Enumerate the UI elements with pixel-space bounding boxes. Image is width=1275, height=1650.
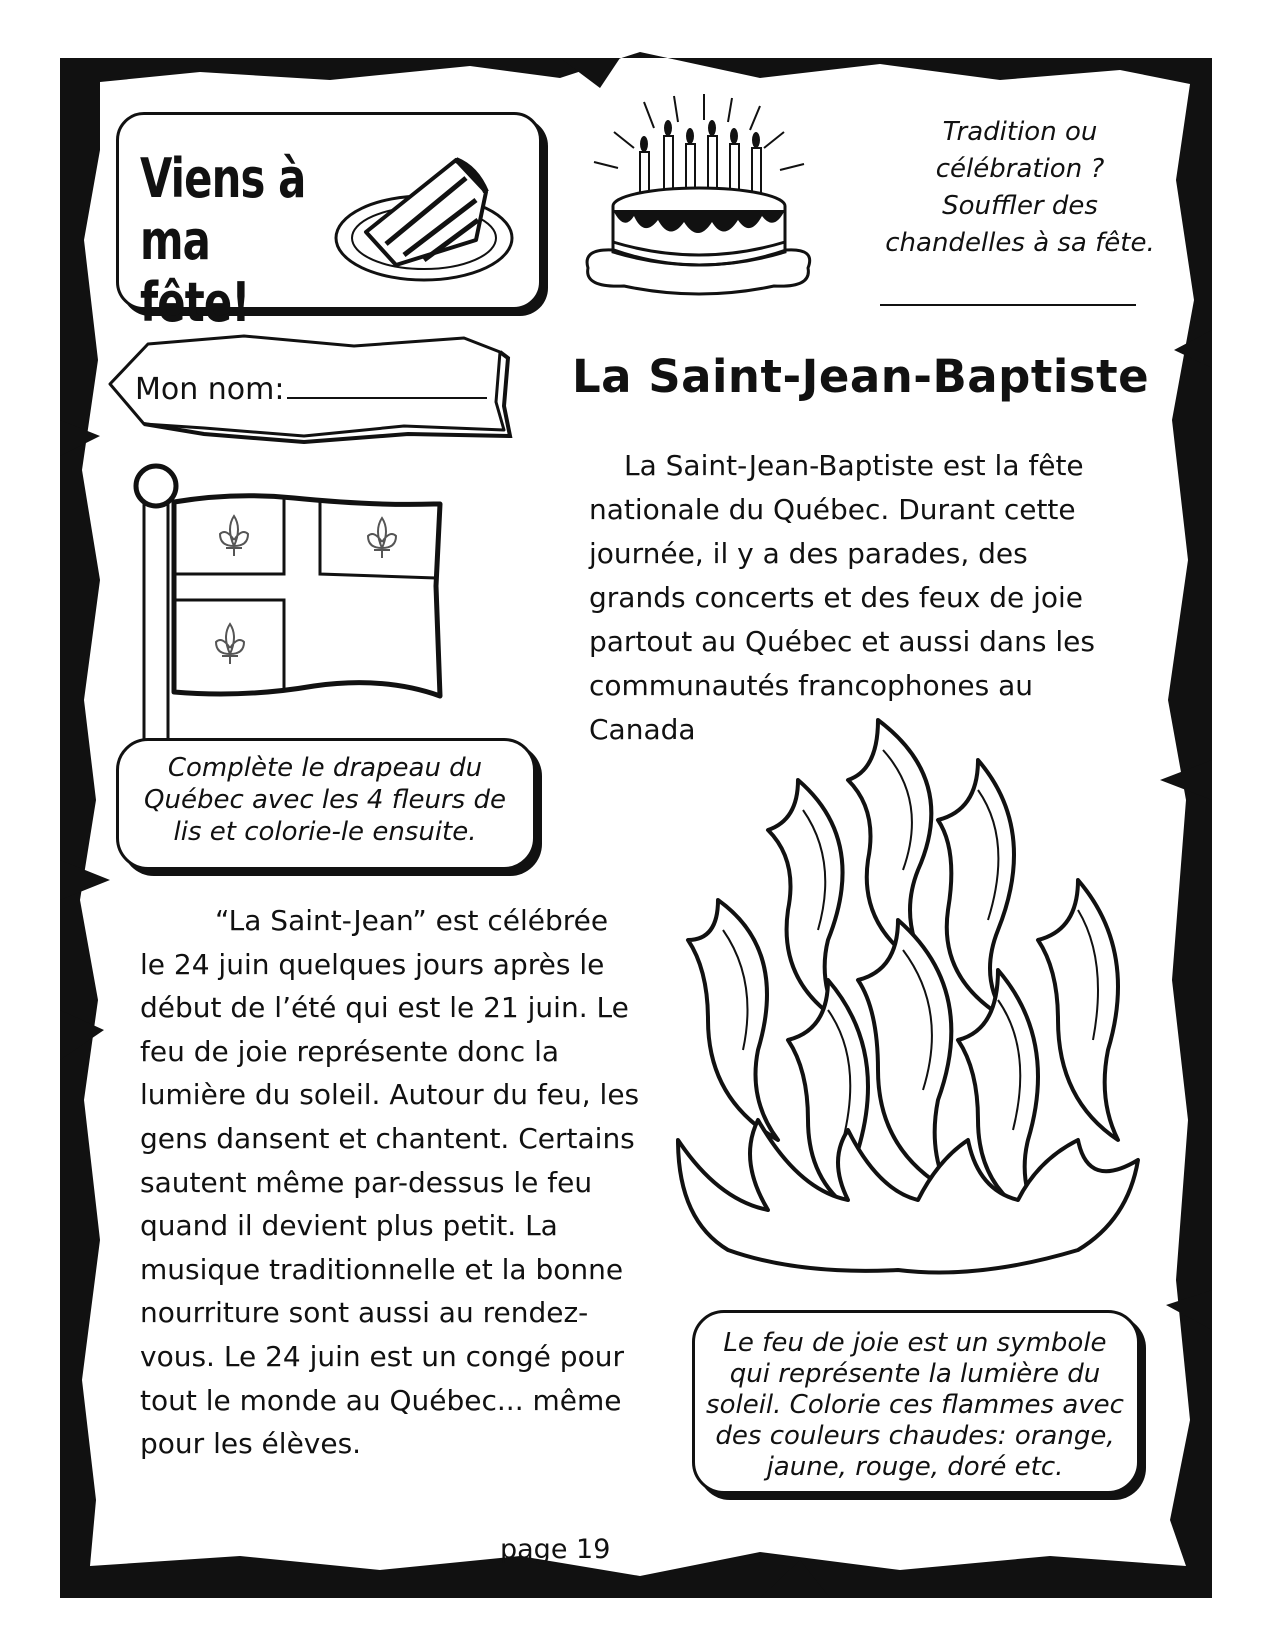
cake-slice-icon xyxy=(326,140,516,290)
party-title-line1: Viens à xyxy=(140,147,306,210)
fire-caption: Le feu de joie est un symbole qui représente la lumière du soleil. Colorie ces flammes avec des couleurs chaudes: orange, jaune, rouge, doré etc. xyxy=(706,1328,1124,1482)
bonfire-icon xyxy=(678,720,1148,1280)
birthday-cake-icon xyxy=(574,92,814,306)
party-title-line2: ma fête! xyxy=(140,209,250,334)
tradition-line4: chandelles à sa fête. xyxy=(885,228,1155,258)
quebec-flag-icon xyxy=(134,456,464,752)
flag-caption: Complète le drapeau du Québec avec les 4 fleurs de lis et colorie-le ensuite. xyxy=(144,753,506,847)
name-input-line[interactable] xyxy=(287,397,487,399)
page-number: page 19 xyxy=(500,1534,611,1565)
tradition-question xyxy=(870,114,1170,262)
tradition-line3: Souffler des xyxy=(942,191,1098,221)
saint-jean-paragraph: “La Saint-Jean” est célébrée le 24 juin quelques jours après le début de l’été qui est le 21 juin. Le feu de joie représente donc la lumière du soleil. Autour du feu, les gens dansent et chantent. Certains sautent même par-dessus le feu quand il devient plus petit. La musique traditionnelle et la bonne nourriture sont aussi au rendez-vous. Le 24 juin est un congé pour tout le monde au Québec... même pour les élèves. xyxy=(140,904,640,1461)
tradition-line1: Tradition ou xyxy=(942,117,1098,147)
tradition-answer-line[interactable] xyxy=(880,304,1136,306)
intro-paragraph: La Saint-Jean-Baptiste est la fête nationale du Québec. Durant cette journée, il y a des parades, des grands concerts et des feux de joie partout au Québec et aussi dans les communautés francophones au Canada xyxy=(589,449,1095,746)
page-title: La Saint-Jean-Baptiste xyxy=(572,350,1150,403)
party-title xyxy=(140,148,312,334)
tradition-line2: célébration ? xyxy=(935,154,1105,184)
name-label: Mon nom: xyxy=(135,372,285,407)
